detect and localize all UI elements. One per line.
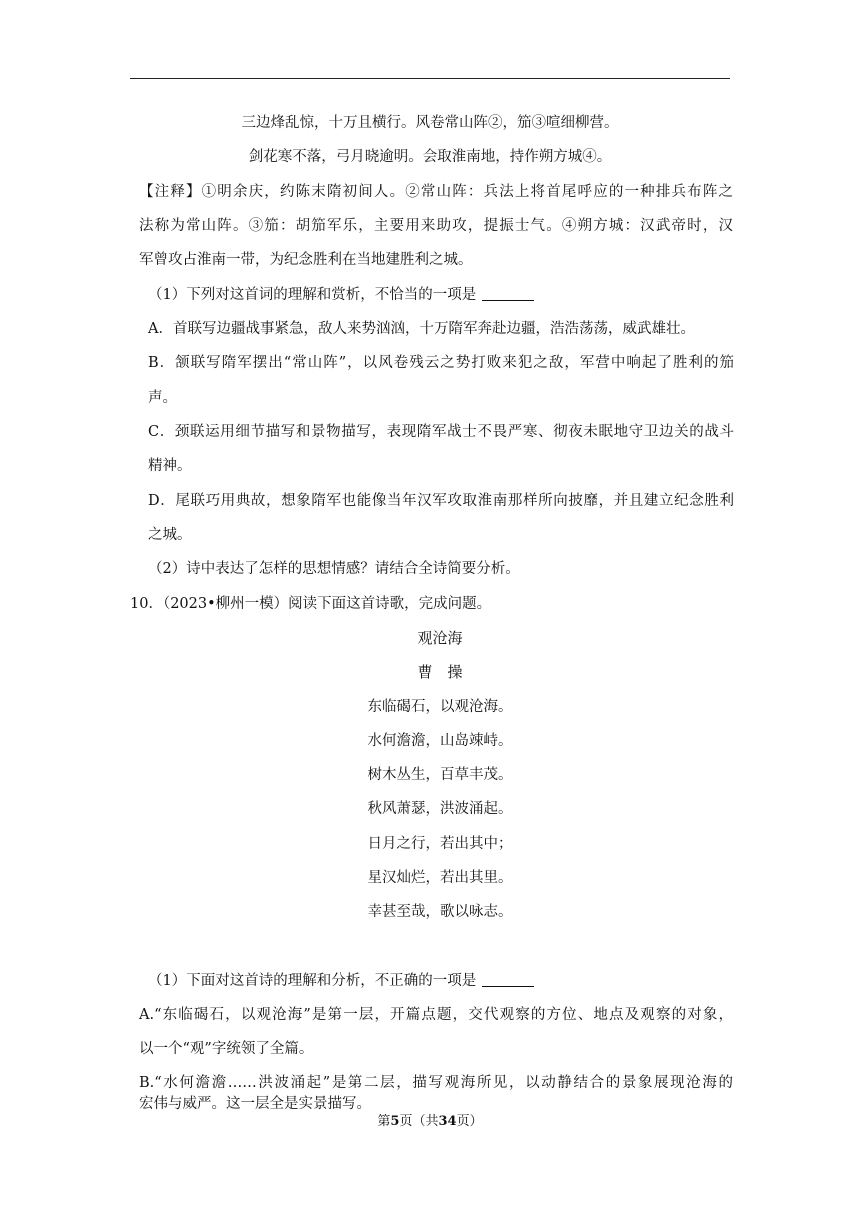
q10-sub1: [148, 971, 534, 991]
poem10-line: 幸甚至哉，歌以咏志。: [367, 904, 513, 920]
note-line2: 法称为常山阵。③笳：胡笳军乐，主要用来助攻，提振士气。④朔方城：汉武帝时，汉: [139, 218, 733, 234]
footer-suffix: 页）: [456, 1114, 483, 1129]
q9-sub1: [148, 285, 534, 305]
answer-blank[interactable]: [482, 972, 534, 987]
page-total: 34: [438, 1114, 457, 1129]
answer-blank[interactable]: [482, 286, 534, 301]
note-line1: 【注释】①明余庆，约陈末隋初间人。②常山阵：兵法上将首尾呼应的一种排兵布阵之: [139, 184, 733, 200]
q9-option-d-line2: 之城。: [148, 527, 192, 543]
poem10-line: 日月之行，若出其中；: [367, 836, 513, 852]
q10-option-a-line1: A.“东临碣石，以观沧海”是第一层，开篇点题，交代观察的方位、地点及观察的对象，: [139, 1007, 733, 1023]
poem10-line: 东临碣石，以观沧海。: [367, 699, 513, 715]
poem10-line: 树木丛生，百草丰茂。: [367, 767, 513, 783]
q9-option-b-line1: B．颔联写隋军摆出“常山阵”，以风卷残云之势打败来犯之敌，军营中响起了胜利的笳: [148, 355, 734, 371]
q9-sub2: （2）诗中表达了怎样的思想情感？请结合全诗简要分析。: [148, 561, 520, 577]
q10-header: 10．（2023•柳州一模）阅读下面这首诗歌，完成问题。: [130, 596, 492, 612]
poem10-line: 秋风萧瑟，洪波涌起。: [367, 801, 513, 817]
q10-option-b-line2: 宏伟与威严。这一层全是实景描写。: [139, 1096, 371, 1112]
page-footer: [0, 1110, 860, 1129]
footer-prefix: 第: [377, 1114, 391, 1129]
footer-mid: 页（共: [399, 1114, 439, 1129]
q10-option-b-line1: B.“水何澹澹……洪波涌起”是第二层，描写观海所见，以动静结合的景象展现沧海的: [139, 1075, 733, 1091]
note-line3: 军曾攻占淮南一带，为纪念胜利在当地建胜利之城。: [139, 252, 473, 268]
q9-option-d-line1: D．尾联巧用典故，想象隋军也能像当年汉军攻取淮南那样所向披靡，并且建立纪念胜利: [148, 493, 734, 509]
poem10-author: 曹 操: [417, 663, 463, 681]
poem10-line: 星汉灿烂，若出其里。: [367, 870, 513, 886]
poem10-title: 观沧海: [417, 629, 463, 647]
q9-option-c-line2: 精神。: [148, 458, 192, 474]
poem9-line2: 剑花寒不落，弓月晓逾明。会取淮南地，持作朔方城④。: [248, 149, 612, 165]
q10-option-a-line2: 以一个“观”字统领了全篇。: [139, 1041, 314, 1057]
page-number: 5: [390, 1114, 400, 1129]
header-rule: [130, 78, 730, 79]
q10-sub1-text: （1）下面对这首诗的理解和分析，不正确的一项是: [148, 973, 477, 989]
poem9-line1: 三边烽乱惊，十万且横行。风卷常山阵②，笳③喧细柳营。: [241, 115, 619, 131]
q9-sub1-text: （1）下列对这首词的理解和赏析，不恰当的一项是: [148, 287, 477, 303]
q9-option-c-line1: C．颈联运用细节描写和景物描写，表现隋军战士不畏严寒、彻夜未眠地守卫边关的战斗: [148, 424, 734, 440]
q9-option-a: A．首联写边疆战事紧急，敌人来势汹汹，十万隋军奔赴边疆，浩浩荡荡，威武雄壮。: [148, 321, 695, 337]
poem10-line: 水何澹澹，山岛竦峙。: [367, 733, 513, 749]
q9-option-b-line2: 声。: [148, 390, 177, 406]
